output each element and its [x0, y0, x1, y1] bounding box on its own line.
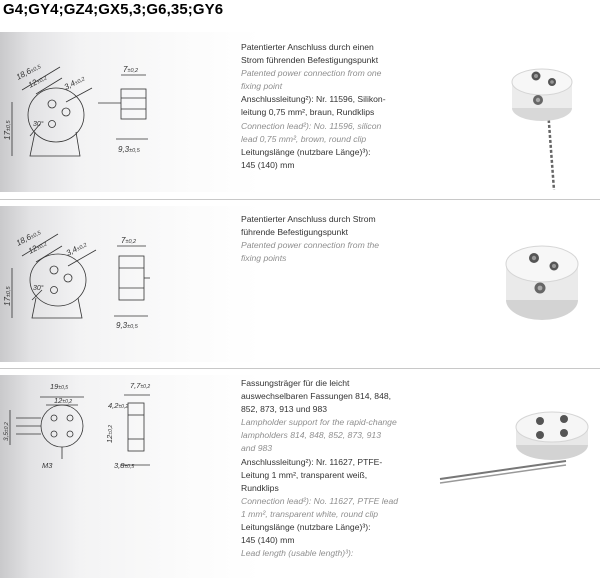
- dim-label: 12±0,2: [26, 75, 49, 90]
- description-line: 1 mm², transparent white, round clip: [241, 508, 379, 519]
- technical-drawing-2: [0, 206, 235, 362]
- description-line: leitung 0,75 mm², braun, Rundklips: [241, 107, 375, 118]
- angle-label: 30°: [33, 121, 44, 128]
- dim-label: 3,5±0,2: [3, 422, 10, 441]
- angle-label: 30°: [33, 285, 44, 292]
- product-panel-1: [0, 32, 600, 192]
- dim-label: 3,8±0,5: [114, 461, 135, 470]
- description-line: Leitung 1 mm², transparent weiß,: [241, 469, 368, 480]
- dim-label: 7,7±0,2: [130, 381, 151, 390]
- product-panel-2: [0, 206, 600, 362]
- description-line: Rundklips: [241, 482, 279, 493]
- description-line: 145 (140) mm: [241, 159, 295, 170]
- product-description-1: [241, 41, 436, 172]
- dim-label: 12±0,2: [26, 241, 49, 256]
- product-photo-2: [492, 226, 592, 332]
- dim-label: 12±0,2: [54, 396, 73, 405]
- description-line: lampholders 814, 848, 852, 873, 913: [241, 430, 381, 441]
- description-line: auswechselbaren Fassungen 814, 848,: [241, 391, 392, 402]
- thread-label: M3: [42, 461, 53, 470]
- hole: [49, 121, 56, 128]
- product-photo-3: [436, 397, 596, 497]
- dim-label: 9,3±0,5: [116, 321, 138, 330]
- page-title: G4;GY4;GZ4;GX5,3;G6,35;GY6: [3, 1, 224, 18]
- description-line: Lead length (usable length)³):: [241, 548, 354, 559]
- dim-label: 12±0,2: [105, 424, 114, 443]
- dim-label: 9,3±0,5: [118, 145, 140, 154]
- side-body: [121, 89, 146, 119]
- description-line: fixing point: [241, 81, 283, 92]
- dim-label: 17±0,5: [3, 286, 12, 306]
- product-panel-3: [0, 375, 600, 578]
- description-line: Leitungslänge (nutzbare Länge)³):: [241, 146, 371, 157]
- dim-label: 7±0,2: [123, 65, 139, 74]
- dim-label: 7±0,2: [121, 236, 137, 245]
- description-line: 145 (140) mm: [241, 535, 295, 546]
- dim-label: 17±0,5: [3, 120, 12, 140]
- hole: [62, 108, 70, 116]
- product-description-3: [241, 377, 436, 560]
- dim-label: 3,4±0,2: [62, 76, 87, 92]
- dim-label: 3,4±0,2: [64, 242, 89, 258]
- description-line: Patented power connection from one: [241, 68, 382, 79]
- description-line: Connection lead²): No. 11627, PTFE lead: [241, 495, 399, 506]
- description-line: fixing points: [241, 253, 287, 264]
- dim-label: 19±0,5: [50, 382, 69, 391]
- product-description-2: [241, 213, 436, 265]
- dim-label: 4,2±0,2: [108, 401, 129, 410]
- section-divider: [0, 199, 600, 200]
- technical-drawing-1: [0, 32, 235, 192]
- description-line: Strom führenden Befestigungspunkt: [241, 55, 379, 66]
- description-line: Fassungsträger für die leicht: [241, 378, 350, 388]
- description-line: Patented power connection from the: [241, 240, 380, 251]
- description-line: Patentierter Anschluss durch Strom: [241, 214, 376, 224]
- description-line: Anschlussleitung²): Nr. 11596, Silikon-: [241, 94, 386, 105]
- hole: [48, 100, 56, 108]
- technical-drawing-3: [0, 375, 235, 578]
- description-line: Anschlussleitung²): Nr. 11627, PTFE-: [241, 456, 383, 467]
- base-outline: [28, 88, 84, 142]
- description-line: Connection lead²): No. 11596, silicon: [241, 120, 382, 131]
- description-line: Patentierter Anschluss durch einen: [241, 42, 374, 52]
- dim-label: 18,6±0,5: [14, 230, 43, 248]
- description-line: 852, 873, 913 und 983: [241, 404, 328, 415]
- description-line: and 983: [241, 443, 273, 454]
- description-line: führende Befestigungspunkt: [241, 227, 349, 238]
- product-photo-1: [498, 50, 582, 190]
- dim-label: 18,6±0,5: [14, 64, 43, 82]
- description-line: Lampholder support for the rapid-change: [241, 417, 397, 428]
- description-line: Leitungslänge (nutzbare Länge)³):: [241, 522, 371, 533]
- description-line: lead 0,75 mm², brown, round clip: [241, 133, 367, 144]
- section-divider: [0, 368, 600, 369]
